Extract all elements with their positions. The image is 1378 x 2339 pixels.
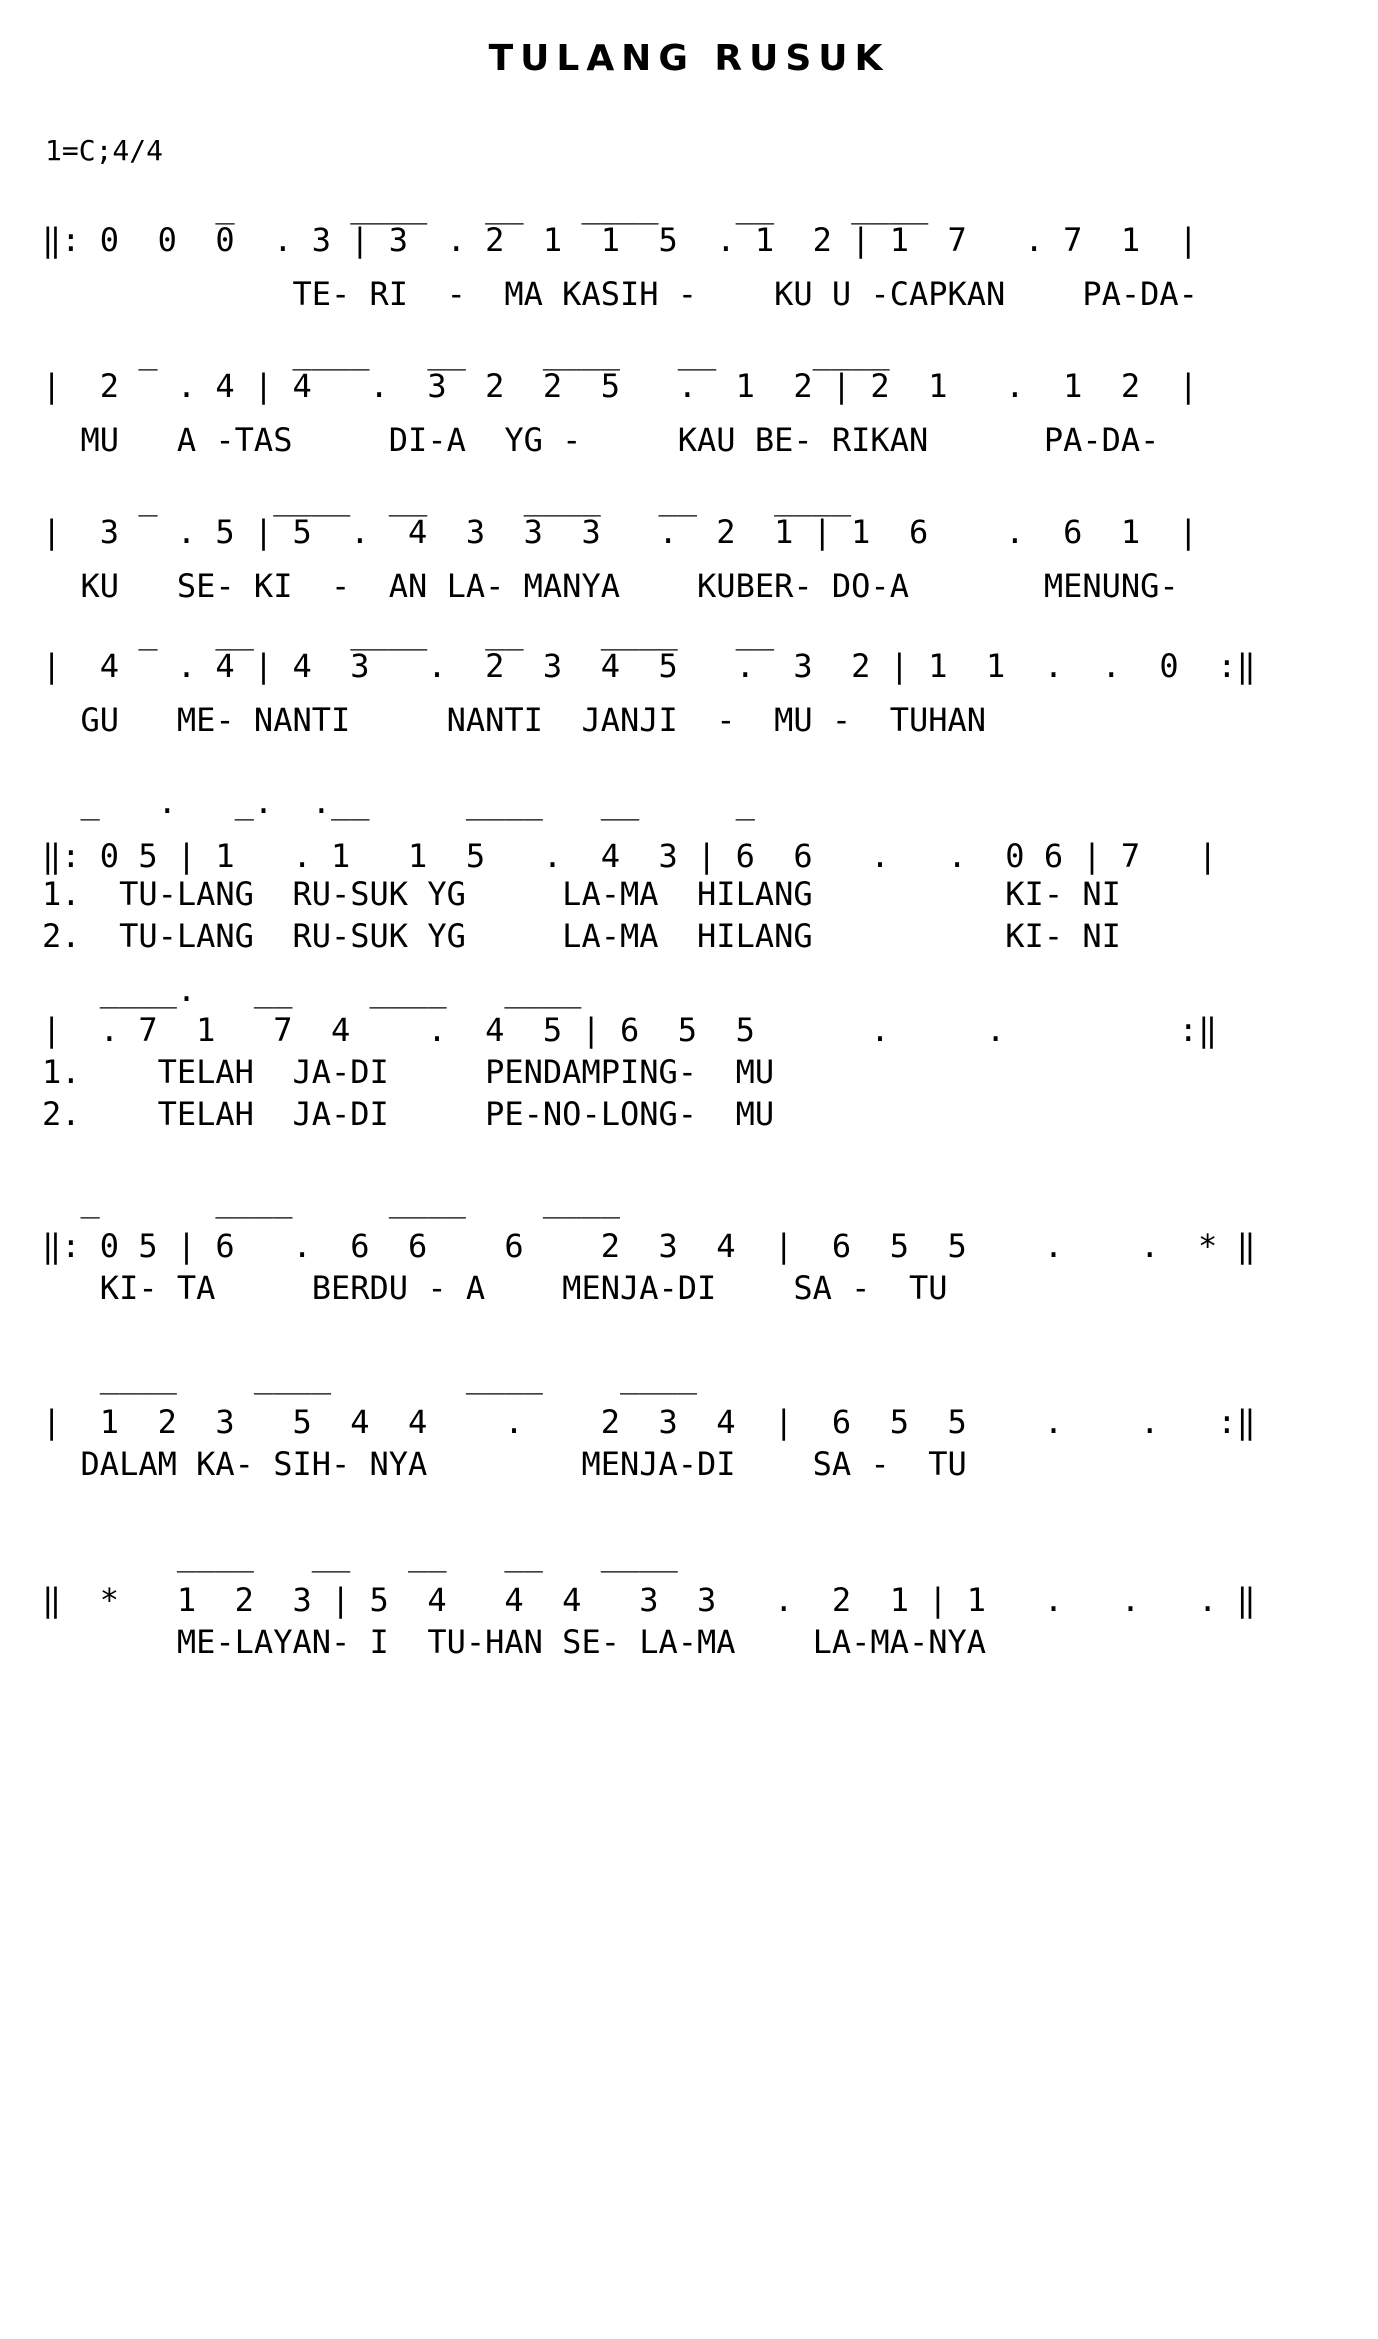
key-signature: 1=C;4/4 — [45, 134, 164, 167]
lyric-line: KU SE- KI - AN LA- MANYA KUBER- DO-A MENUNG- — [42, 567, 1179, 605]
lyric-line: 1. TELAH JA-DI PENDAMPING- MU — [42, 1053, 775, 1091]
lyric-line: ME-LAYAN- I TU-HAN SE- LA-MA LA-MA-NYA — [42, 1623, 987, 1661]
beam-marks: _ ____ __ ____ __ ____ — [42, 333, 890, 371]
beam-marks: _ ____ ____ ____ — [42, 1181, 620, 1219]
lyric-line: KI- TA BERDU - A MENJA-DI SA - TU — [42, 1269, 948, 1307]
lyric-line: 1. TU-LANG RU-SUK YG LA-MA HILANG KI- NI — [42, 875, 1121, 913]
beam-marks: ____ ____ ____ ____ — [42, 1357, 698, 1395]
notation-line: | 1 2 3 5 4 4 . 2 3 4 | 6 5 5 . . :‖ — [42, 1403, 1256, 1441]
notation-line: ‖: 0 5 | 6 . 6 6 6 2 3 4 | 6 5 5 . . * ‖ — [42, 1227, 1256, 1265]
beam-marks: ____ __ __ __ ____ — [42, 1535, 678, 1573]
notation-line: ‖ * 1 2 3 | 5 4 4 4 3 3 . 2 1 | 1 . . . ‖ — [42, 1581, 1256, 1619]
song-title: TULANG RUSUK — [488, 38, 890, 79]
notation-line: | 4 . 4 | 4 3 . 2 3 4 5 . 3 2 | 1 1 . . 0 :‖ — [42, 647, 1256, 685]
notation-line: | 2 . 4 | 4 . 3 2 2 5 . 1 2 | 2 1 . 1 2 | — [42, 367, 1198, 405]
notation-line: ‖: 0 5 | 1 . 1 1 5 . 4 3 | 6 6 . . 0 6 | 7 | — [42, 837, 1218, 875]
lyric-line: GU ME- NANTI NANTI JANJI - MU - TUHAN — [42, 701, 987, 739]
beam-marks: _ __ ____ __ ____ __ — [42, 613, 775, 651]
lyric-line: 2. TELAH JA-DI PE-NO-LONG- MU — [42, 1095, 775, 1133]
lyric-line: TE- RI - MA KASIH - KU U -CAPKAN PA-DA- — [42, 275, 1198, 313]
beam-marks: _ ____ __ ____ __ ____ — [42, 479, 852, 517]
beam-marks: _ . _. .__ ____ __ _ — [42, 783, 755, 821]
lyric-line: DALAM KA- SIH- NYA MENJA-DI SA - TU — [42, 1445, 967, 1483]
notation-line: | . 7 1 7 4 . 4 5 | 6 5 5 . . :‖ — [42, 1011, 1218, 1049]
beam-marks: ____. __ ____ ____ — [42, 971, 582, 1009]
beam-marks: _ ____ __ ____ __ ____ — [42, 187, 929, 225]
notation-line: | 3 . 5 | 5 . 4 3 3 3 . 2 1 | 1 6 . 6 1 | — [42, 513, 1198, 551]
lyric-line: MU A -TAS DI-A YG - KAU BE- RIKAN PA-DA- — [42, 421, 1160, 459]
lyric-line: 2. TU-LANG RU-SUK YG LA-MA HILANG KI- NI — [42, 917, 1121, 955]
notation-line: ‖: 0 0 0 . 3 | 3 . 2 1 1 5 . 1 2 | 1 7 . 7 1 | — [42, 221, 1198, 259]
